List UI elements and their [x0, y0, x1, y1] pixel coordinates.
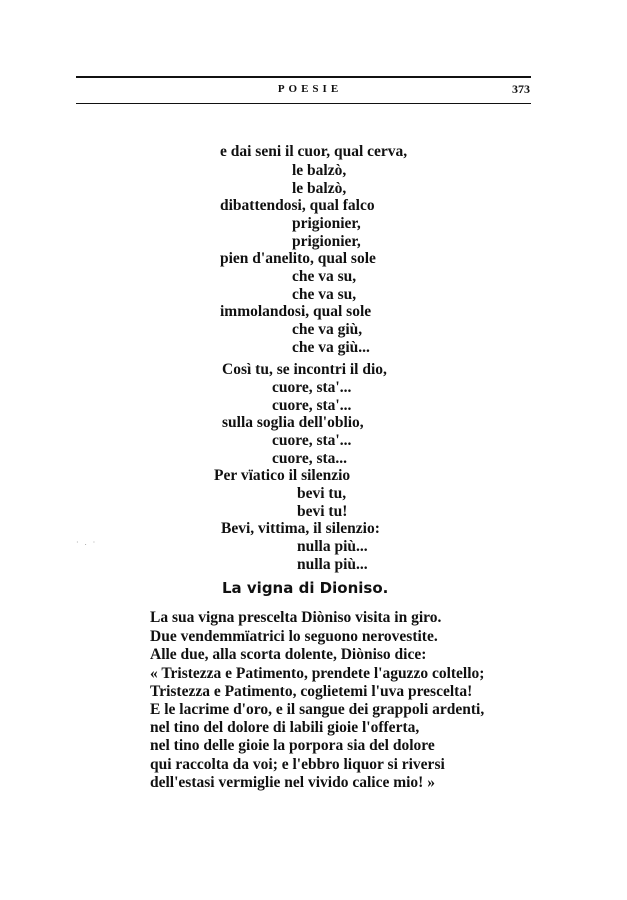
- poem-line: cuore, sta...: [272, 450, 348, 467]
- poem-line: Bevi, vittima, il silenzio:: [221, 520, 380, 537]
- poem-line: nel tino del dolore di labili gioie l'offerta,: [150, 719, 420, 736]
- poem-line: « Tristezza e Patimento, prendete l'aguzzo coltello;: [150, 665, 485, 682]
- poem-line: le balzò,: [292, 162, 347, 179]
- poem-line: che va giù,: [292, 321, 363, 338]
- poem-line: che va su,: [292, 286, 357, 303]
- poem-line: Alle due, alla scorta dolente, Diòniso dice:: [150, 646, 427, 663]
- poem-line: Per vïatico il silenzio: [214, 467, 351, 484]
- poem-line: dibattendosi, qual falco: [220, 197, 375, 214]
- header-top-rule: [76, 76, 531, 78]
- poem-line: qui raccolta da voi; e l'ebbro liquor si riversi: [150, 756, 445, 773]
- poem-line: nulla più...: [297, 556, 368, 573]
- poem-line: La sua vigna prescelta Diòniso visita in giro.: [150, 609, 442, 626]
- poem-line: pien d'anelito, qual sole: [220, 250, 376, 267]
- poem-line: nulla più...: [297, 538, 368, 555]
- poem-line: le balzò,: [292, 180, 347, 197]
- poem-line: e dai seni il cuor, qual cerva,: [220, 143, 408, 160]
- poem-line: prigionier,: [292, 215, 361, 232]
- poem-line: Tristezza e Patimento, coglietemi l'uva prescelta!: [150, 683, 473, 700]
- poem-line: che va giù...: [292, 339, 370, 356]
- poem-line: cuore, sta'...: [272, 397, 352, 414]
- poem-title: La vigna di Dioniso.: [222, 579, 389, 597]
- poem-line: cuore, sta'...: [272, 432, 352, 449]
- poem-line: nel tino delle gioie la porpora sia del dolore: [150, 737, 435, 754]
- poem-line: cuore, sta'...: [272, 379, 352, 396]
- poem-line: bevi tu!: [297, 503, 348, 520]
- poem-line: che va su,: [292, 268, 357, 285]
- poem-line: Così tu, se incontri il dio,: [222, 361, 387, 378]
- poem-line: prigionier,: [292, 233, 361, 250]
- header-bottom-rule: [76, 103, 531, 104]
- stray-print-marks: · . ·: [76, 538, 98, 547]
- poem-line: dell'estasi vermiglie nel vivido calice mio! »: [150, 774, 435, 791]
- poem-line: Due vendemmïatrici lo seguono nerovestite.: [150, 628, 438, 645]
- running-head: POESIE: [277, 83, 343, 95]
- poem-line: bevi tu,: [297, 485, 347, 502]
- poem-line: immolandosi, qual sole: [220, 303, 372, 320]
- page-number: 373: [512, 82, 530, 96]
- poem-line: sulla soglia dell'oblio,: [222, 414, 364, 431]
- poem-line: E le lacrime d'oro, e il sangue dei grappoli ardenti,: [150, 701, 485, 718]
